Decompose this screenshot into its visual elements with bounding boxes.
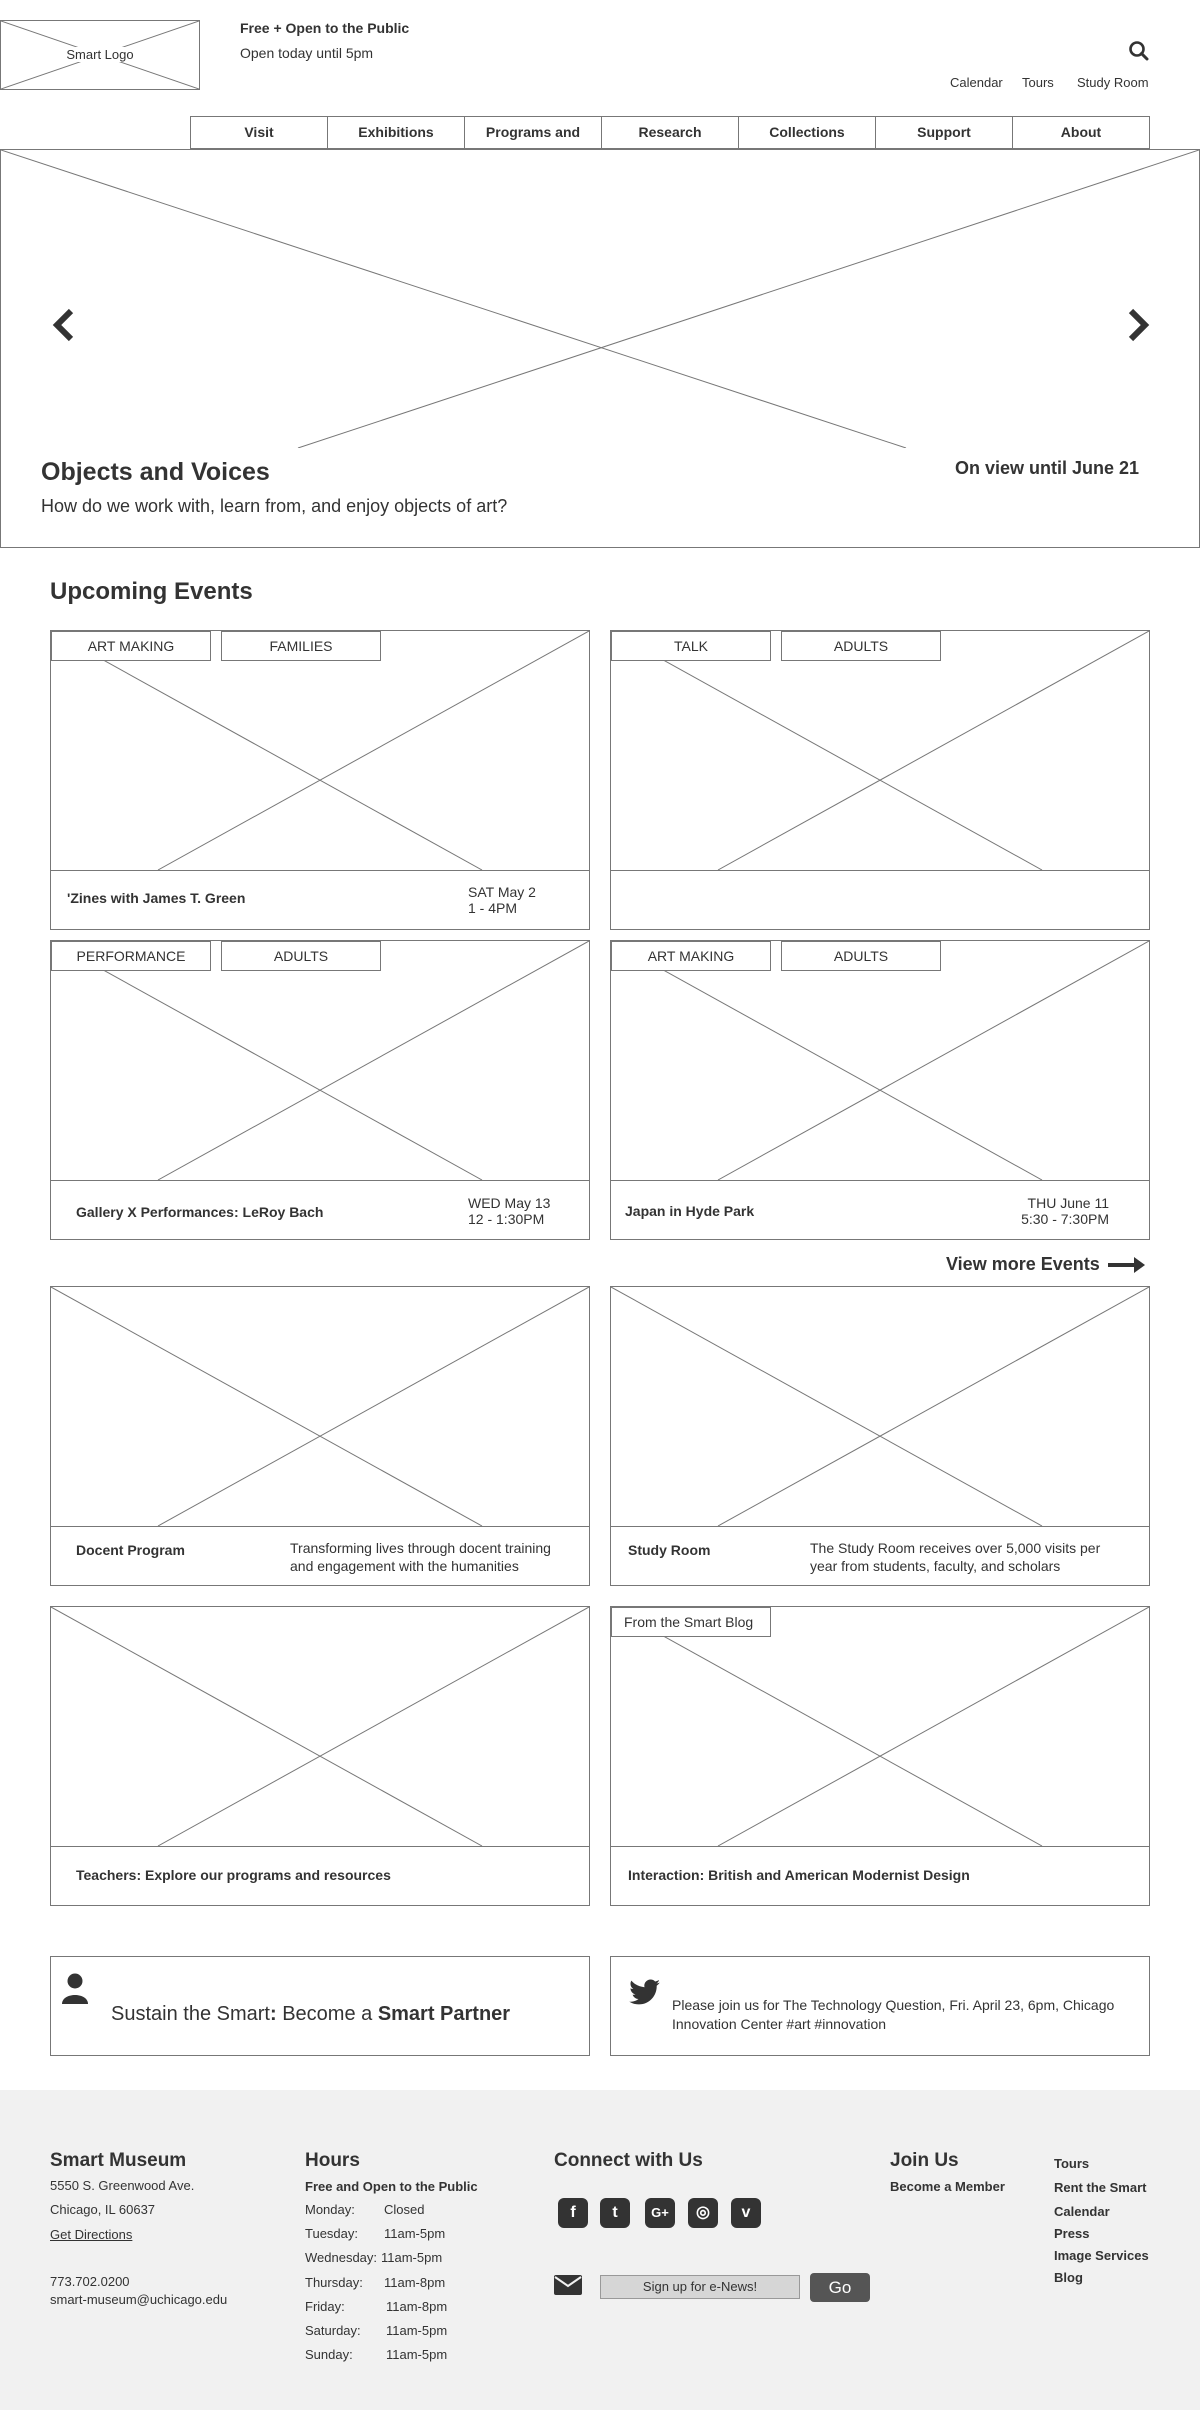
twitter-bird-icon[interactable] [629,1979,661,2005]
footer-museum-title: Smart Museum [50,2150,187,2171]
footer-connect-title: Connect with Us [554,2150,703,2171]
free-admission-text: Free + Open to the Public [240,20,410,36]
hours-day: Saturday: [305,2323,361,2338]
feature-image-placeholder [51,1607,589,1846]
instagram-icon[interactable]: ◎ [688,2198,718,2228]
event-title[interactable]: 'Zines with James T. Green [67,890,246,906]
smart-partner-link[interactable]: Smart Partner [377,2003,511,2025]
divider [611,870,1149,871]
sustain-prefix: Sustain the Smart [111,2003,270,2025]
event-tag[interactable]: TALK [611,631,771,661]
smart-logo[interactable] [0,20,200,90]
feature-description-line: and engagement with the humanities [290,1558,519,1574]
event-date: WED May 13 [468,1195,551,1211]
vimeo-icon[interactable]: v [731,2198,761,2228]
event-tag[interactable]: FAMILIES [221,631,381,661]
hero-subtitle: How do we work with, learn from, and enjoy objects of art? [41,496,508,516]
hero-caption [0,448,1200,548]
get-directions-link[interactable]: Get Directions [50,2227,133,2242]
enews-go-button[interactable]: Go [810,2273,870,2302]
feature-card-blog[interactable] [610,1606,1150,1906]
footer-link-blog[interactable]: Blog [1054,2270,1083,2285]
divider [51,870,589,871]
user-icon [61,1973,89,2005]
hero-image-placeholder [1,150,1199,448]
feature-description-line: Transforming lives through docent training [290,1540,551,1556]
divider [51,1526,589,1527]
hours-day: Monday: [305,2202,355,2217]
event-image-placeholder [51,631,589,870]
divider [611,1846,1149,1847]
nav-item-research[interactable]: Research [602,116,739,149]
footer-link-press[interactable]: Press [1054,2226,1090,2241]
chevron-right-icon[interactable] [1125,308,1151,342]
blog-tag[interactable]: From the Smart Blog [611,1607,771,1637]
become-member-link[interactable]: Become a Member [890,2179,1005,2194]
event-title[interactable]: Gallery X Performances: LeRoy Bach [76,1204,324,1220]
event-image-placeholder [611,631,1149,870]
hero-title[interactable]: Objects and Voices [41,458,270,486]
footer-phone[interactable]: 773.702.0200 [50,2274,130,2289]
event-tag[interactable]: ADULTS [781,631,941,661]
feature-title[interactable]: Study Room [628,1542,711,1558]
hours-today-text: Open today until 5pm [240,45,374,61]
hero-carousel [0,149,1200,449]
footer-email[interactable]: smart-museum@uchicago.edu [50,2292,228,2307]
event-tag[interactable]: ART MAKING [51,631,211,661]
nav-item-about[interactable]: About [1013,116,1150,149]
main-nav [190,116,1150,149]
hours-time: 11am-5pm [386,2323,448,2338]
feature-image-placeholder [51,1287,589,1526]
logo-label: Smart Logo [63,47,137,62]
event-image-placeholder [611,941,1149,1180]
hours-day: Friday: [305,2299,345,2314]
nav-item-support[interactable]: Support [876,116,1013,149]
sustain-colon: : [269,2003,277,2025]
hero-on-view-text: On view until June 21 [954,458,1139,478]
view-more-label: View more Events [946,1254,1100,1274]
tweet-text-line: Innovation Center #art #innovation [672,2016,887,2032]
sustain-text [111,2003,510,2026]
facebook-icon[interactable]: f [558,2198,588,2228]
event-image-placeholder [51,941,589,1180]
footer-join-title: Join Us [890,2150,959,2171]
hours-time: Closed [384,2202,425,2217]
event-card[interactable] [50,630,590,930]
footer-hours-title: Hours [305,2150,360,2171]
footer-address-line: Chicago, IL 60637 [50,2202,156,2217]
sustain-mid: Become a [276,2003,378,2025]
footer-address-line: 5550 S. Greenwood Ave. [50,2178,195,2193]
feature-title[interactable]: Interaction: British and American Modernist Design [628,1867,970,1883]
feature-title[interactable]: Teachers: Explore our programs and resources [76,1867,391,1883]
footer-link-image-services[interactable]: Image Services [1054,2248,1149,2263]
event-tag[interactable]: PERFORMANCE [51,941,211,971]
feature-card-teachers[interactable] [50,1606,590,1906]
search-icon[interactable] [1128,40,1150,62]
event-tag[interactable]: ART MAKING [611,941,771,971]
view-more-events-link[interactable] [940,1252,1150,1278]
divider [51,1846,589,1847]
enews-signup-field[interactable]: Sign up for e-News! [600,2275,800,2299]
twitter-icon[interactable]: t [600,2198,630,2228]
event-date: THU June 11 [1027,1195,1109,1211]
tweet-text-line: Please join us for The Technology Question, Fri. April 23, 6pm, Chicago [672,1997,1115,2013]
event-tag[interactable]: ADULTS [221,941,381,971]
footer-link-tours[interactable]: Tours [1054,2156,1090,2171]
chevron-left-icon[interactable] [51,308,77,342]
divider [51,1180,589,1181]
event-date: SAT May 2 [468,884,536,900]
hours-day: Wednesday: [305,2250,378,2265]
divider [611,1526,1149,1527]
google-plus-icon[interactable]: G+ [645,2198,675,2228]
event-card[interactable] [50,940,590,1240]
hours-day: Thursday: [305,2275,363,2290]
event-time: 1 - 4PM [468,900,518,916]
utility-link-study-room[interactable]: Study Room [1077,75,1149,90]
envelope-icon [554,2275,582,2295]
event-title[interactable]: Japan in Hyde Park [625,1203,755,1219]
footer-link-calendar[interactable]: Calendar [1054,2204,1110,2219]
sustain-promo[interactable] [50,1956,590,2056]
hours-time: 11am-5pm [381,2250,443,2265]
nav-item-visit[interactable]: Visit [190,116,328,149]
feature-image-placeholder [611,1607,1149,1846]
feature-description-line: The Study Room receives over 5,000 visits per [810,1540,1101,1556]
feature-card-docent[interactable] [50,1286,590,1586]
event-time: 12 - 1:30PM [468,1211,545,1227]
events-heading: Upcoming Events [50,578,253,605]
arrow-right-icon [1108,1256,1146,1274]
event-time: 5:30 - 7:30PM [1021,1211,1109,1227]
utility-link-tours[interactable]: Tours [1022,75,1054,90]
hours-time: 11am-5pm [386,2347,448,2362]
hours-time: 11am-8pm [386,2299,448,2314]
hours-day: Sunday: [305,2347,353,2362]
feature-description-line: year from students, faculty, and scholars [810,1558,1061,1574]
nav-item-exhibitions[interactable]: Exhibitions [328,116,465,149]
event-card[interactable] [610,940,1150,1240]
utility-link-calendar[interactable]: Calendar [950,75,1003,90]
footer-link-rent[interactable]: Rent the Smart [1054,2180,1147,2195]
hours-day: Tuesday: [305,2226,358,2241]
event-tag[interactable]: ADULTS [781,941,941,971]
feature-title[interactable]: Docent Program [76,1542,185,1558]
feature-card-study-room[interactable] [610,1286,1150,1586]
twitter-feed [610,1956,1150,2056]
nav-item-collections[interactable]: Collections [739,116,876,149]
nav-item-programs-and-events[interactable]: Programs and [465,116,602,149]
hours-time: 11am-5pm [384,2226,446,2241]
divider [611,1180,1149,1181]
event-card[interactable] [610,630,1150,930]
feature-image-placeholder [611,1287,1149,1526]
footer [0,2090,1200,2410]
footer-hours-subtitle: Free and Open to the Public [305,2179,478,2194]
hours-time: 11am-8pm [384,2275,446,2290]
